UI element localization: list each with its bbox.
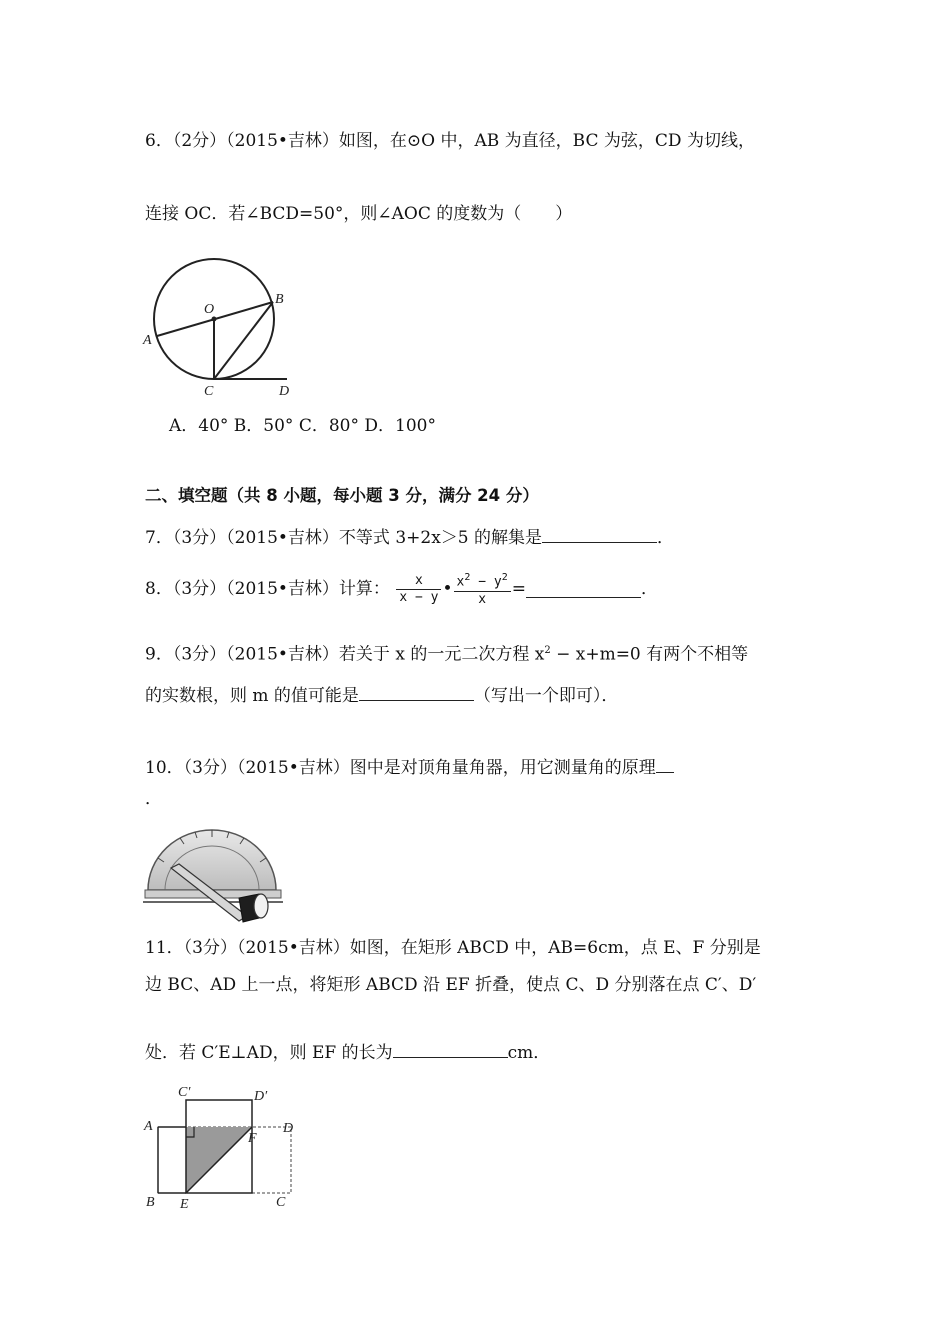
label-a: A	[144, 1119, 153, 1134]
q7-text: 7．（3分）（2015•吉林）不等式 3+2x＞5 的解集是	[145, 528, 543, 548]
q8-frac2-mid: − y	[470, 574, 502, 590]
q6-options: A．40° B．50° C．80° D．100°	[169, 416, 436, 436]
q8-line	[145, 572, 658, 607]
q8-end: ．	[640, 578, 658, 599]
section-title: 二、填空题（共 8 小题，每小题 3 分，满分 24 分）	[145, 486, 539, 505]
label-a: A	[143, 333, 152, 348]
q9-answer-blank[interactable]	[359, 684, 474, 701]
q11-line3-a: 处．若 C′E⊥AD，则 EF 的长为	[145, 1043, 393, 1063]
q9-line2-b: （写出一个即可）．	[473, 686, 619, 706]
q11-line2: 边 BC、AD 上一点，将矩形 ABCD 沿 EF 折叠，使点 C、D 分别落在点 C′、D′	[145, 975, 757, 995]
q7-answer-blank[interactable]	[542, 526, 657, 543]
q8-frac2-x: x	[456, 574, 465, 590]
q9-line2-a: 的实数根，则 m 的值可能是	[145, 686, 359, 706]
label-e: E	[180, 1197, 189, 1212]
label-o: O	[204, 302, 215, 317]
q7-end: ．	[657, 528, 675, 548]
q10-answer-blank[interactable]	[656, 756, 674, 773]
q8-equals: =	[511, 578, 526, 599]
q10-protractor-figure	[143, 828, 288, 924]
label-f: F	[248, 1131, 257, 1146]
protractor-arc	[148, 830, 276, 890]
q8-answer-blank[interactable]	[526, 581, 641, 598]
q10-line1	[145, 756, 674, 777]
label-b: B	[146, 1195, 155, 1210]
chord-bc	[214, 302, 273, 379]
q6-line2: 连接 OC．若∠BCD=50°，则∠AOC 的度数为（ ）	[145, 204, 573, 224]
label-c: C	[204, 384, 214, 399]
q11-rectangle-figure	[140, 1080, 305, 1215]
label-d: D	[283, 1121, 294, 1136]
q9-line1	[145, 646, 748, 664]
q9-exponent: 2	[544, 645, 551, 656]
q11-line3-b: cm．	[507, 1043, 551, 1063]
q10-text: 10．（3分）（2015•吉林）图中是对顶角量角器，用它测量角的原理	[145, 758, 656, 778]
q8-frac1-numerator: x	[396, 574, 441, 590]
q6-circle-figure	[135, 258, 305, 406]
q10-line2: ．	[145, 789, 162, 809]
q8-prefix: 8．（3分）（2015•吉林）计算：	[145, 578, 390, 599]
label-c: C	[276, 1195, 286, 1210]
center-point	[212, 317, 217, 322]
q11-answer-blank[interactable]	[393, 1041, 508, 1058]
q8-dot: •	[442, 578, 453, 599]
q8-fraction-2	[454, 572, 511, 607]
label-d: D	[279, 384, 290, 399]
q8-frac2-numerator	[454, 572, 511, 592]
q8-frac2-exp1: 2	[464, 572, 471, 583]
q8-frac2-denominator: x	[478, 591, 487, 607]
q8-frac2-exp2: 2	[501, 572, 508, 583]
q11-line1: 11．（3分）（2015•吉林）如图，在矩形 ABCD 中，AB=6cm，点 E、F 分别是	[145, 938, 761, 958]
q8-frac1-denominator: x − y	[399, 589, 439, 605]
q9-line1-a: 9．（3分）（2015•吉林）若关于 x 的一元二次方程 x	[145, 644, 545, 665]
q11-line3	[145, 1041, 550, 1062]
label-c-prime: C′	[178, 1085, 191, 1100]
q8-fraction-1	[396, 574, 441, 606]
label-d-prime: D′	[254, 1089, 268, 1104]
q9-line1-b: − x+m=0 有两个不相等	[550, 644, 749, 665]
label-b: B	[275, 292, 284, 307]
q9-line2	[145, 684, 618, 705]
q7-line	[145, 526, 674, 547]
q6-line1: 6．（2分）（2015•吉林）如图，在⊙O 中，AB 为直径，BC 为弦，CD 为切线，	[145, 131, 755, 151]
